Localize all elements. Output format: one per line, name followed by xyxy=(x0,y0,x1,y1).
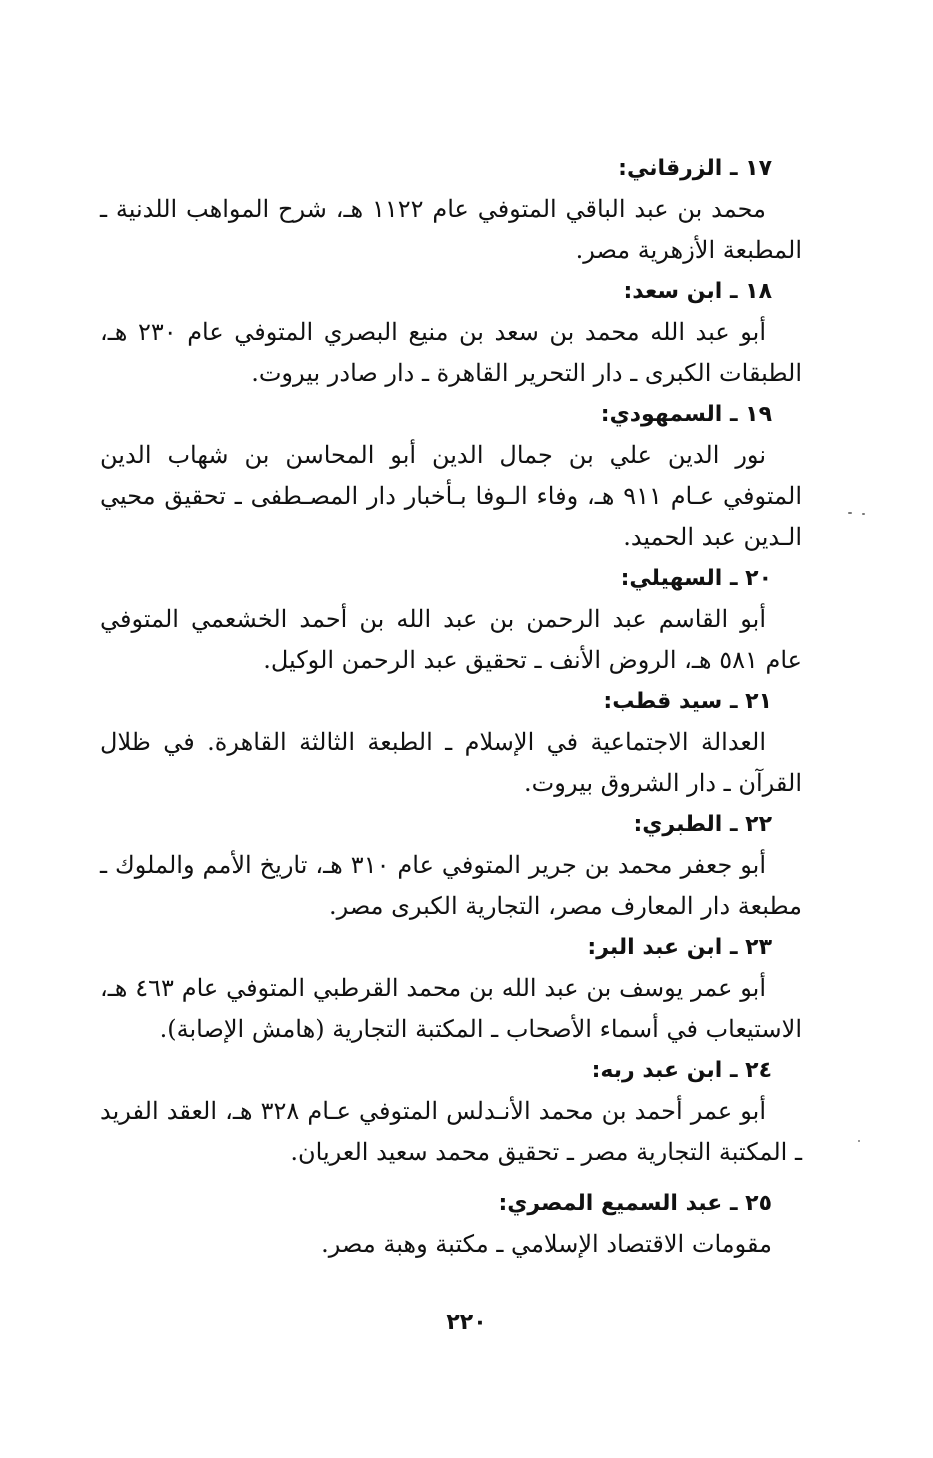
page-number: ٢٢٠ xyxy=(446,1310,487,1335)
bibliography-entry xyxy=(100,927,802,1050)
bibliography-entry xyxy=(100,148,802,271)
scan-speck xyxy=(858,1140,860,1142)
entry-heading: ٢٥ ـ عبد السميع المصري: xyxy=(498,1191,772,1216)
entry-text: نور الدين علي بن جمال الدين أبو المحاسن بن شهاب الدين المتوفي عـام ٩١١ هـ، وفاء الـوفا بـأخبار دار المصـطفى ـ تحقيق محيي الـدين عبد الحميد. xyxy=(100,441,802,551)
entry-heading: ١٩ ـ السمهودي: xyxy=(600,402,772,427)
entry-text: أبو عمر يوسف بن عبد الله بن محمد القرطبي المتوفي عام ٤٦٣ هـ، الاستيعاب في أسماء الأصحاب ـ المكتبة التجارية (هامش الإصابة). xyxy=(100,974,802,1043)
scan-speck xyxy=(848,512,852,514)
bibliography-entry xyxy=(100,681,802,804)
bibliography-entry xyxy=(100,394,802,558)
entry-text: محمد بن عبد الباقي المتوفي عام ١١٢٢ هـ، شرح المواهب اللدنية ـ المطبعة الأزهرية مصر. xyxy=(100,195,802,264)
entry-heading: ٢٠ ـ السهيلي: xyxy=(620,566,772,591)
bibliography-entry xyxy=(100,558,802,681)
bibliography-entry xyxy=(100,1183,802,1265)
bibliography-entry xyxy=(100,804,802,927)
entry-heading: ٢٣ ـ ابن عبد البر: xyxy=(587,935,772,960)
entry-heading: ٢٢ ـ الطبري: xyxy=(633,812,772,837)
entry-heading: ١٨ ـ ابن سعد: xyxy=(623,279,772,304)
entry-text: أبو عبد الله محمد بن سعد بن منيع البصري المتوفي عام ٢٣٠ هـ، الطبقات الكبرى ـ دار التحرير القاهرة ـ دار صادر بيروت. xyxy=(100,318,802,387)
scan-speck xyxy=(862,513,865,515)
bibliography-entry xyxy=(100,1050,802,1173)
entry-heading: ١٧ ـ الزرقاني: xyxy=(618,156,772,181)
bibliography-entry xyxy=(100,271,802,394)
entry-text: مقومات الاقتصاد الإسلامي ـ مكتبة وهبة مصر. xyxy=(321,1230,772,1258)
entry-heading: ٢٤ ـ ابن عبد ربه: xyxy=(591,1058,772,1083)
entry-heading: ٢١ ـ سيد قطب: xyxy=(603,689,772,714)
bibliography-page xyxy=(100,148,802,1265)
entry-text: أبو عمر أحمد بن محمد الأنـدلس المتوفي عـام ٣٢٨ هـ، العقد الفريد ـ المكتبة التجارية مصر ـ تحقيق محمد سعيد العريان. xyxy=(100,1097,802,1166)
entry-text: أبو جعفر محمد بن جرير المتوفي عام ٣١٠ هـ، تاريخ الأمم والملوك ـ مطبعة دار المعارف مصر، التجارية الكبرى مصر. xyxy=(100,851,802,920)
entry-text: أبو القاسم عبد الرحمن بن عبد الله بن أحمد الخشعمي المتوفي عام ٥٨١ هـ، الروض الأنف ـ تحقيق عبد الرحمن الوكيل. xyxy=(100,605,802,674)
entry-text: العدالة الاجتماعية في الإسلام ـ الطبعة الثالثة القاهرة. في ظلال القرآن ـ دار الشروق بيروت. xyxy=(100,728,802,797)
